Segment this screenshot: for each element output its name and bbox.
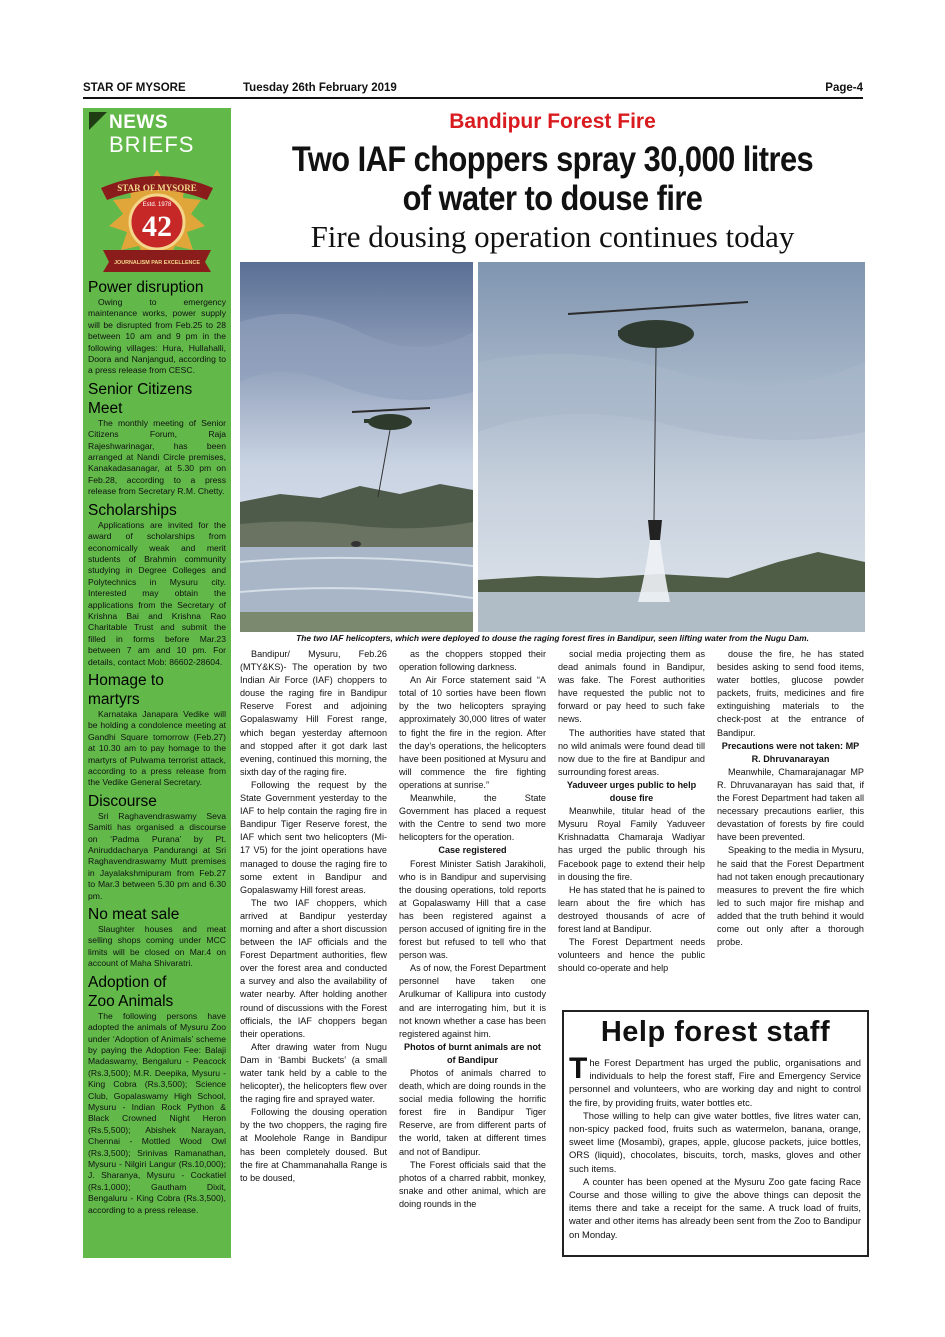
help-box-body: [569, 1052, 861, 1241]
brief-text: Slaughter houses and meat selling shops coming under MCC limits will be closed on Mar.4 on account of Maha Shivaratri.: [88, 924, 226, 969]
help-paragraph: A counter has been opened at the Mysuru Zoo gate facing Race Course and those willing to give the above things can deposit the items there and take a receipt for the same. A truck load of fruits, water and other items has already been sent from the Zoo to Bandipur on Monday.: [569, 1175, 861, 1240]
photo-caption: The two IAF helicopters, which were deployed to douse the raging forest fires in Bandipur, seen lifting water from the Nugu Dam.: [296, 633, 809, 643]
brief-text: Sri Raghavendraswamy Seva Samiti has organised a discourse on ‘Padma Purana’ by Pt. Aniruddacharya Pandurangi at Sri Raghavendraswamy Mutt premises in Jayalakshmipuram from Feb.27 to Mar.3 between 5.30 pm and 6.30 pm.: [88, 810, 226, 901]
brief-text: The monthly meeting of Senior Citizens Forum, Raja Rajeshwarinagar, has been arranged at Nandi Circle premises, Kanakadasanagar, at 5.30 pm on Feb.28, according to a press release from Secretary R.M. Chetty.: [88, 417, 226, 497]
page-number: Page-4: [825, 82, 863, 94]
paragraph: An Air Force statement said “A total of 10 sorties have been flown by the two helicopters spraying approximately 30,000 litres of water to fight the fire in the region. After the day’s operations, the helicopters have been positioned at Mysuru and will commence the fire fighting operations at sunrise.”: [399, 675, 546, 790]
brief-item: [88, 671, 226, 789]
paragraph: The two IAF choppers, which arrived at Bandipur yesterday morning and after a short discussion between the IAF officials and the Forest Department authorities, flew over the forest area and conducted a survey and also the availability of water nearby. After holding another round of discussions with the Forest officials, the IAF choppers began their operations.: [240, 897, 387, 1039]
paragraph: Following the dousing operation by the two choppers, the raging fire at Moolehole Range in Bandipur has been completely doused. But the fire at Chammanahalla Range is to be doused,: [240, 1107, 387, 1183]
subhead: Precautions were not taken: MP R. Dhruvanarayan: [721, 740, 860, 764]
subhead: Case registered: [438, 845, 507, 856]
brief-item: [88, 792, 226, 902]
brief-item: [88, 278, 226, 377]
paragraph: Meanwhile, titular head of the Mysuru Royal Family Yaduveer Krishnadatta Chamaraja Wadiyar has urged the public through his Facebook page to extend their help in dousing the fire.: [558, 806, 705, 882]
brief-title: Discourse: [88, 792, 157, 810]
help-box-title: Help forest staff: [600, 1016, 831, 1048]
logo-ribbon-text: JOURNALISM PAR EXCELLENCE: [114, 260, 200, 266]
article-column-3: [558, 648, 705, 975]
help-paragraph: he Forest Department has urged the public, organisations and individuals to help the forest staff, Fire and Emergency Service personnel and volunteers, who are working day and night to control the fire, by providing fruits, water bottles etc.: [569, 1057, 861, 1108]
sidebar-title-briefs: BRIEFS: [109, 132, 195, 157]
logo-number: 42: [142, 210, 172, 243]
paragraph: Photos of animals charred to death, which are doing rounds in the social media following the horrific forest fire in Bandipur Tiger Reserve, are from different parts of the world, taken at different times and not of Bandipur.: [399, 1068, 546, 1157]
helicopter-photo-right: [478, 262, 865, 632]
page-header: [83, 80, 863, 96]
anniversary-logo: [87, 166, 227, 276]
article-deck: Fire dousing operation continues today: [310, 219, 795, 254]
article-headline: Two IAF choppers spray 30,000 litres of water to douse fire: [291, 140, 814, 218]
brief-item: [88, 905, 226, 970]
brief-title: Adoption of Zoo Animals: [88, 973, 174, 1010]
brief-text: Owing to emergency maintenance works, power supply will be disrupted from Feb.25 to 28 between 10 am and 9 pm in the following villages: Hura, Hullahalli, Doora and Nanjangud, according to a press release from CESC.: [88, 297, 226, 376]
brief-text: Applications are invited for the award of scholarships from economically weak and merit students of Brahmin community studying in Degree Colleges and Polytechnics in Mysuru city. Interested may obtain the applications from the Secretary of Krishna Bai and Krishna Rao Charitable Trust and submit the filled in forms before Mar.23 between 7 am and 10 pm. For details, contact Mob: 86602-28604.: [88, 519, 226, 667]
brief-item: [88, 501, 226, 668]
news-briefs-sidebar: [83, 108, 231, 1258]
brief-title: Senior Citizens Meet: [88, 380, 193, 417]
paragraph: Forest Minister Satish Jarakiholi, who is in Bandipur and supervising the dousing operations, told reports at Gopalaswamy Hill that a case has been registered against a person accused of igniting fire in the forest but refused to tell who that person was.: [399, 858, 546, 961]
article-kicker: Bandipur Forest Fire: [449, 110, 656, 133]
brief-title: Scholarships: [88, 501, 177, 519]
paragraph: He has stated that he is pained to learn about the fire which has destroyed thousands of acre of forest land at Bandipur.: [558, 884, 705, 934]
paragraph: Speaking to the media in Mysuru, he said that the Forest Department had not taken enough precautionary measures to prevent the fire which led to such major fire mishap and added that the truth behind it would come out only after a thorough probe.: [717, 845, 864, 948]
brief-item: [88, 380, 226, 498]
header-rule: [83, 97, 863, 99]
brief-title: Power disruption: [88, 279, 204, 296]
subhead: Photos of burnt animals are not of Bandipur: [404, 1041, 541, 1065]
paragraph: The Forest officials said that the photos of a charred rabbit, monkey, snake and other animal, which are doing rounds in the: [399, 1159, 546, 1209]
paragraph: As of now, the Forest Department personnel have taken one Arulkumar of Kallipura into custody and are interrogating him, but it is not known whether a case has been registered against him.: [399, 963, 546, 1039]
article-column-4: [717, 648, 864, 949]
issue-date: Tuesday 26th February 2019: [243, 82, 397, 94]
help-paragraph: Those willing to help can give water bottles, five litres water can, non-spicy packed food, fruits such as watermelon, banana, orange, sweet lime (Mosambi), grapes, apple, glucose packets, juice bottles, ORS (liquid), chocolates, biscuits, torch, masks, gloves and other such items.: [569, 1109, 861, 1174]
paragraph: The authorities have stated that no wild animals were found dead till now due to the fire at Bandipur and surrounding forest areas.: [558, 727, 705, 777]
brief-title: No meat sale: [88, 906, 180, 924]
paragraph: douse the fire, he has stated besides asking to send food items, water bottles, glucose powder packets, fruits, medicines and fire extinguishing materials to the check-post at the entrance of Bandipur.: [717, 649, 864, 738]
brief-text: Karnataka Janapara Vedike will be holding a condolence meeting at Gandhi Square tomorrow (Feb.27) at 10.30 am to pay homage to the martyrs of Pulwama terrorist attack, according to a press release from the Vedike General Secretary.: [88, 708, 226, 788]
paragraph: Following the request by the State Government yesterday to the IAF to help contain the raging fire in Bandipur Tiger Reserve forest, the IAF which sent two helicopters (Mi-17 V5) for the joint operations have managed to douse the raging fire to some extent in Bandipur and Gopalaswamy Hill forest areas.: [240, 779, 387, 895]
paragraph: After drawing water from Nugu Dam in ‘Bambi Buckets’ (a small water tank held by a cable to the helicopter), the helicopters flew over the raging fire and sprayed water.: [240, 1041, 387, 1105]
logo-estd: Estd. 1978: [142, 202, 172, 208]
logo-top-text: STAR OF MYSORE: [117, 183, 197, 193]
article-column-2: [399, 648, 546, 1211]
paragraph: The Forest Department needs volunteers and hence the public should co-operate and help: [558, 937, 705, 974]
brief-text: The following persons have adopted the animals of Mysuru Zoo under ‘Adoption of Animals’ scheme by paying the Adoption Fee: Balaji Madaswamy, Bengaluru - Peacock (Rs.3,500); M.R. Deepika, Mysuru - King Cobra (Rs.3,500); Science Club, Gopalaswamy High School, Mysuru - Indian Rock Python & Black Crowned Night Heron (Rs.5,500); Abishek Narayan, Chennai - Mottled Wood Owl (Rs.3,500); Srinivas Ramanathan, Mysuru - Nilgiri Langur (Rs.10,000); J. Sharanya, Mysuru - Cockatiel (Rs.1,000); Gautham Dixit, Bengaluru - King Cobra (Rs.3,500), according to a press release.: [88, 1010, 226, 1215]
article-column-1: [240, 648, 387, 1185]
paragraph: Meanwhile, the State Government has placed a request with the Centre to send two more helicopters for the operation.: [399, 793, 546, 843]
paragraph: as the choppers stopped their operation following darkness.: [399, 649, 546, 673]
drop-cap: T: [569, 1052, 588, 1085]
helicopter-photo-left: [240, 262, 473, 632]
paper-name: STAR OF MYSORE: [83, 82, 186, 94]
brief-title: Homage to martyrs: [88, 671, 164, 708]
subhead: Yaduveer urges public to help douse fire: [566, 779, 697, 804]
sidebar-title-news: NEWS: [109, 112, 168, 133]
paragraph: Bandipur/ Mysuru, Feb.26 (MTY&KS)- The operation by two Indian Air Force (IAF) choppers to douse the raging fire in Bandipur Reserve Forest and adjoining Gopalaswamy Hill Forest range, which began yesterday afternoon and stopped after it got dark last evening, continued this morning, the sixth day of the raging fire.: [240, 649, 387, 777]
corner-triangle-icon: [89, 112, 107, 130]
brief-item: [88, 973, 226, 1216]
paragraph: social media projecting them as dead animals found in Bandipur, was fake. The Forest authorities have requested the public not to forward or pay heed to such fake news.: [558, 649, 705, 725]
help-forest-staff-box: [562, 1010, 869, 1257]
briefs-list: [88, 278, 226, 1219]
paragraph: Meanwhile, Chamarajanagar MP R. Dhruvanarayan has said that, if the Forest Department had taken all necessary precautions earlier, this devastation of forests by fire could have been prevented.: [717, 766, 864, 843]
